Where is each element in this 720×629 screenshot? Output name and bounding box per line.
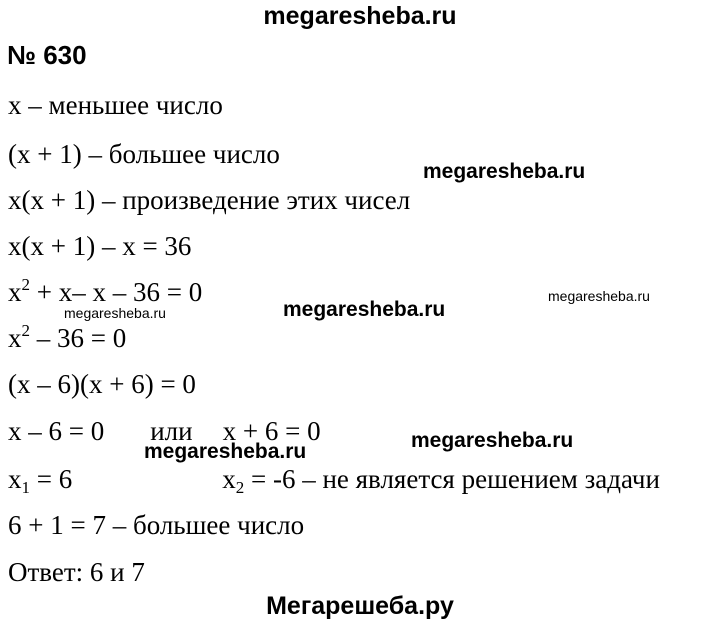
root-2: $x_2 = -6$ – не является решением задачи: [222, 464, 660, 497]
answer-line: Ответ: 6 и 7: [8, 557, 145, 587]
equation-right: x + 6 = 0: [222, 416, 321, 446]
solution-line-2: (x + 1) – большее число: [8, 139, 280, 169]
watermark-2: megaresheba.ru: [283, 298, 446, 321]
subscript: 2: [235, 478, 245, 497]
solution-line-5: [8, 275, 203, 307]
watermark-top: megaresheba.ru: [263, 2, 457, 30]
expr-base: x: [8, 277, 22, 307]
expr-rest: – 36 = 0: [30, 323, 127, 353]
watermark-3: megaresheba.ru: [411, 429, 574, 452]
or-word: или: [150, 416, 193, 446]
solution-line-10: 6 + 1 = 7 – большее число: [8, 510, 305, 540]
exponent: 2: [21, 275, 30, 294]
problem-number: № 630: [7, 40, 87, 70]
exponent: 2: [21, 321, 30, 340]
subscript: 1: [21, 478, 30, 497]
solution-line-3: x(x + 1) – произведение этих чисел: [8, 185, 411, 215]
equation-left: x – 6 = 0: [8, 416, 105, 446]
watermark-small-1: megaresheba.ru: [64, 305, 166, 321]
solution-line-4: x(x + 1) – x = 36: [8, 231, 192, 261]
watermark-small-2: megaresheba.ru: [548, 288, 650, 304]
watermark-4: megaresheba.ru: [144, 440, 307, 463]
watermark-1: megaresheba.ru: [423, 160, 586, 183]
solution-line-1: x – меньшее число: [8, 90, 223, 120]
solution-line-7: (x – 6)(x + 6) = 0: [8, 369, 196, 399]
expr-base: x: [8, 323, 22, 353]
root-1: $x_1 = 6$: [8, 464, 73, 497]
solution-line-6: [8, 321, 127, 353]
expr-rest: + x– x – 36 = 0: [30, 277, 203, 307]
watermark-bottom: Мегарешеба.ру: [266, 592, 454, 620]
solution-line-9: [8, 464, 660, 497]
